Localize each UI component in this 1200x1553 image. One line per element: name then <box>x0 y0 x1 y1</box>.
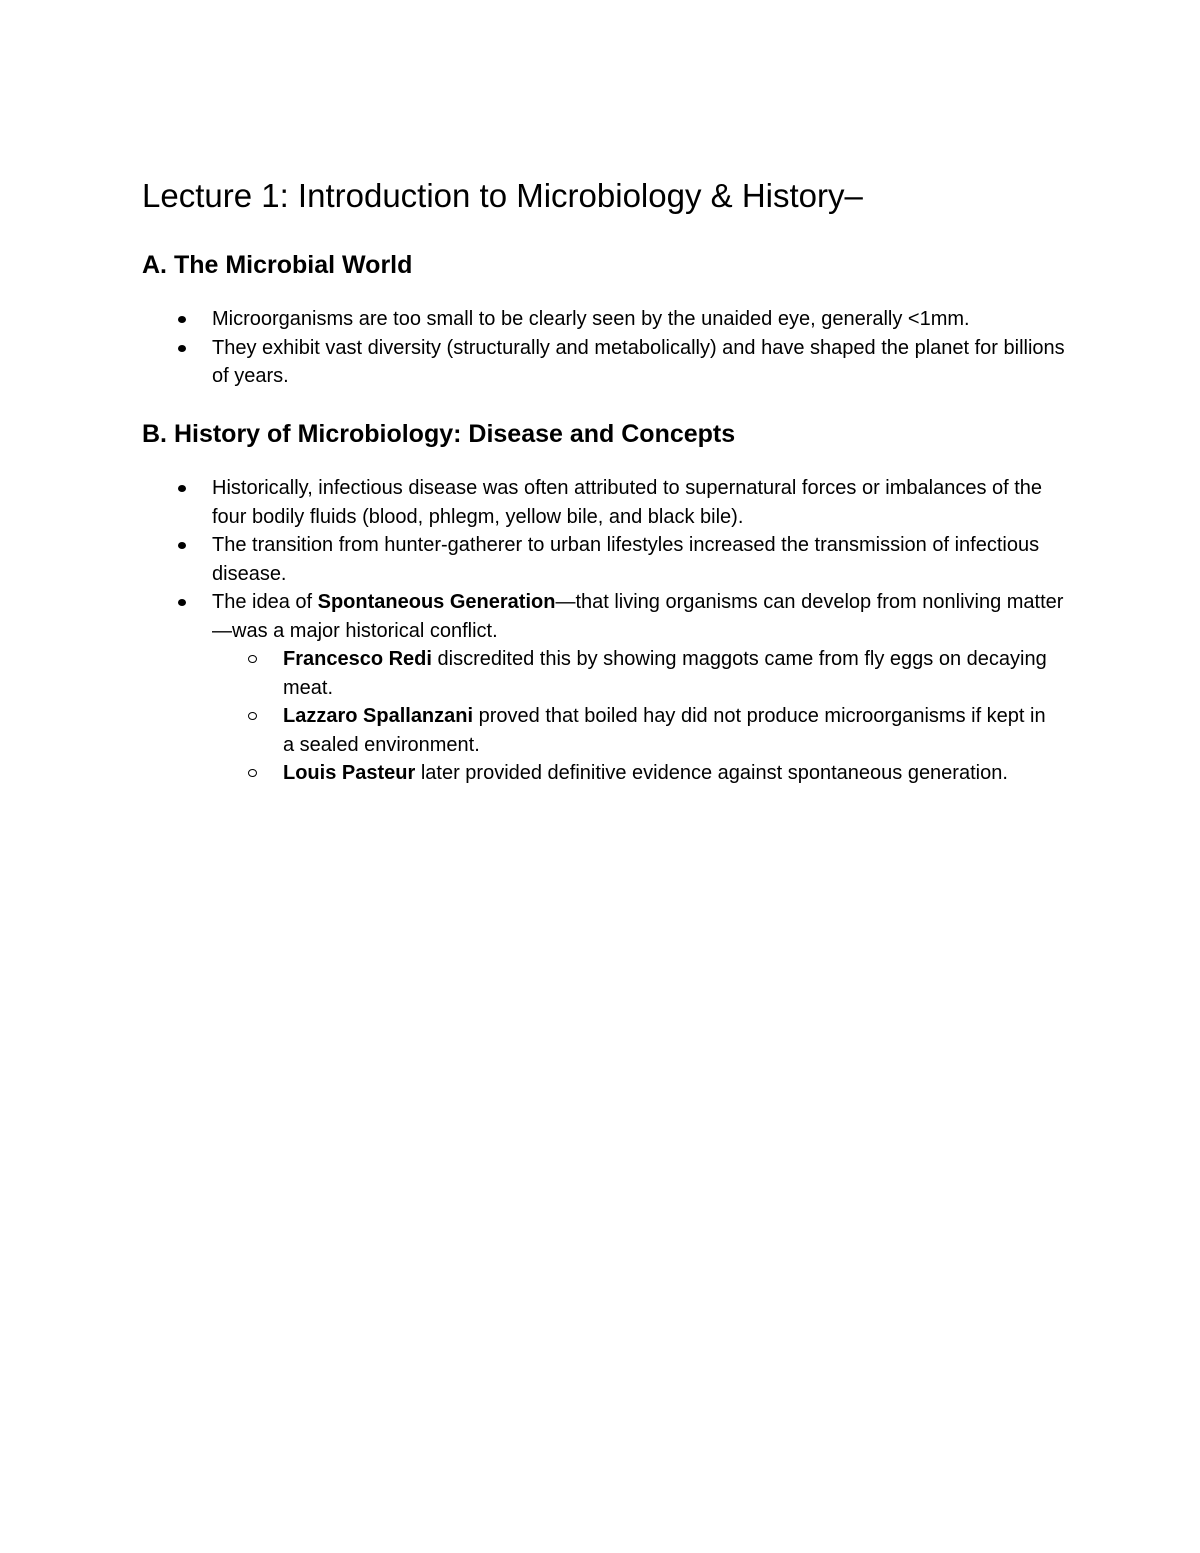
name-francesco-redi: Francesco Redi <box>283 648 432 670</box>
list-item-text: Microorganisms are too small to be clearly seen by the unaided eye, generally <1mm. <box>212 308 970 330</box>
sub-list-item-text: proved that boiled hay did not produce microorganisms if kept in a sealed environment. <box>283 705 1046 756</box>
sub-list-item-text: later provided definitive evidence against spontaneous generation. <box>415 762 1008 784</box>
list-item-text: They exhibit vast diversity (structurally and metabolically) and have shaped the planet for billions of years. <box>212 336 1065 387</box>
sub-list-item <box>0 702 1053 759</box>
list-item <box>0 588 1072 645</box>
document-title: Lecture 1: Introduction to Microbiology & History– <box>142 177 863 214</box>
bullet-disc-icon <box>178 316 186 323</box>
list-item-text-after: —that living organisms can develop from nonliving matter—was a major historical conflict. <box>212 591 1064 642</box>
bullet-circle-icon <box>248 769 257 777</box>
list-item <box>0 474 1072 531</box>
sub-list-item <box>0 759 1053 788</box>
section-heading-microbial-world: A. The Microbial World <box>142 251 413 279</box>
term-spontaneous-generation: Spontaneous Generation <box>317 591 556 613</box>
history-list <box>0 474 1072 788</box>
bullet-disc-icon <box>178 599 186 606</box>
bullet-disc-icon <box>178 345 186 352</box>
sub-list-item <box>0 645 1053 702</box>
bullet-circle-icon <box>248 712 257 720</box>
list-item <box>0 334 1072 391</box>
section-heading-history: B. History of Microbiology: Disease and Concepts <box>142 420 736 448</box>
list-item <box>0 305 1072 334</box>
list-item-text: Historically, infectious disease was often attributed to supernatural forces or imbalances of the four bodily fluids (blood, phlegm, yellow bile, and black bile). <box>212 477 1043 528</box>
list-item-text-before: The idea of <box>212 591 318 613</box>
bullet-circle-icon <box>248 655 257 663</box>
name-louis-pasteur: Louis Pasteur <box>283 762 416 784</box>
name-lazzaro-spallanzani: Lazzaro Spallanzani <box>283 705 474 727</box>
microbial-world-list <box>0 305 1072 391</box>
list-item <box>0 531 1072 588</box>
sub-list-item-text: discredited this by showing maggots came from fly eggs on decaying meat. <box>283 648 1047 699</box>
bullet-disc-icon <box>178 485 186 492</box>
list-item-text: The transition from hunter-gatherer to urban lifestyles increased the transmission of infectious disease. <box>212 534 1040 585</box>
bullet-disc-icon <box>178 542 186 549</box>
